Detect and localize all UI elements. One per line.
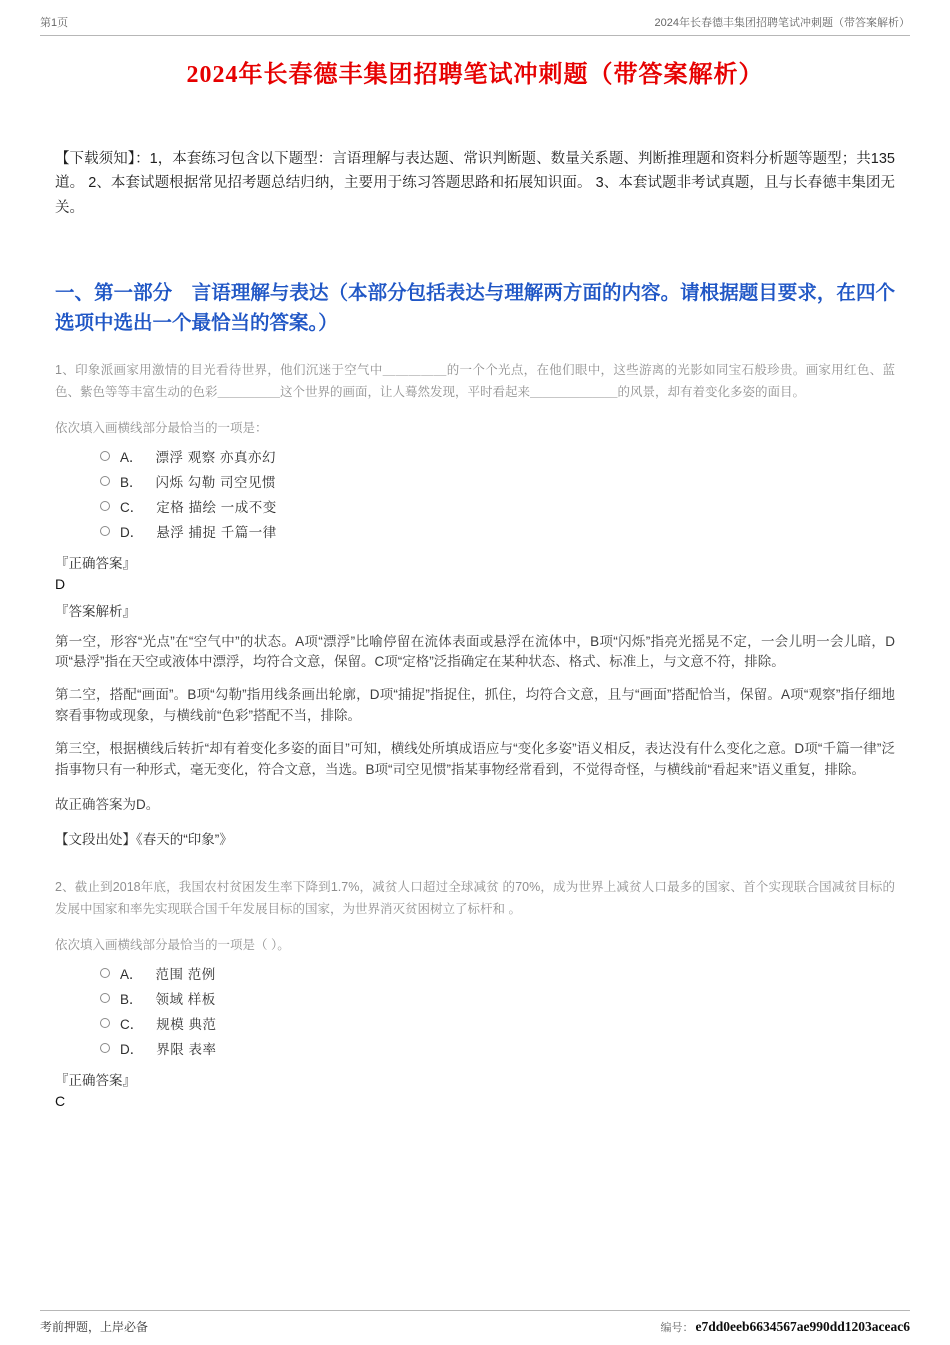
radio-button[interactable]: [100, 451, 110, 461]
question-1-analysis-paragraph-2: 第二空，搭配“画面”。B项“勾勒”指用线条画出轮廓，D项“捕捉”指捉住，抓住，均符合文意，且与“画面”搭配恰当，保留。A项“观察”指仔细地察看事物或现象，与横线前“色彩”搭配不当，排除。: [55, 687, 895, 724]
question-1-option-c[interactable]: [100, 494, 895, 519]
radio-button[interactable]: [100, 968, 110, 978]
question-2-answer-value: C: [55, 1092, 66, 1109]
question-1-prompt: 依次填入画横线部分最恰当的一项是：: [55, 420, 268, 435]
option-label: D．: [120, 525, 144, 541]
question-2-options: [55, 961, 895, 1061]
question-1-option-a[interactable]: [100, 444, 895, 469]
question-1: [55, 359, 895, 848]
question-1-analysis-paragraph-3: 第三空，根据横线后转折“却有着变化多姿的面目”可知，横线处所填成语应与“变化多姿”语义相反，表达没有什么变化之意。D项“千篇一律”泛指事物只有一种形式，毫无变化，符合文意，当选。B项“司空见惯”指某事物经常看到，不觉得奇怪，与横线前“看起来”语义重复，排除。: [55, 741, 895, 778]
question-1-option-d[interactable]: [100, 519, 895, 544]
question-1-stem: 1、印象派画家用激情的目光看待世界，他们沉迷于空气中＿＿＿＿＿的一个个光点，在他们眼中，这些游离的光影如同宝石般珍贵。画家用红色、蓝色、紫色等等丰富生动的色彩＿＿＿＿＿这个世界的画面，让人蓦然发现，平时看起来＿＿＿＿＿＿＿的风景，却有着变化多姿的面目。: [55, 362, 895, 400]
question-2-option-c[interactable]: [100, 1011, 895, 1036]
option-label: B．: [120, 475, 143, 491]
option-label: B．: [120, 992, 143, 1008]
question-2-prompt: 依次填入画横线部分最恰当的一项是（ ）。: [55, 937, 290, 952]
page-header: [40, 0, 910, 36]
question-2-option-d[interactable]: [100, 1036, 895, 1061]
question-2: [55, 876, 895, 1109]
option-text: 范围 范例: [155, 967, 216, 983]
option-label: C．: [120, 500, 144, 516]
option-text: 闪烁 勾勒 司空见惯: [155, 475, 277, 491]
footer-slogan: 考前押题，上岸必备: [40, 1320, 149, 1334]
header-page-number: 第1页: [40, 17, 69, 29]
question-1-conclusion: 故正确答案为D。: [55, 797, 160, 813]
question-2-option-b[interactable]: [100, 986, 895, 1011]
footer-document-code: [661, 1319, 910, 1335]
radio-button[interactable]: [100, 526, 110, 536]
page-footer: [40, 1310, 910, 1335]
radio-button[interactable]: [100, 1018, 110, 1028]
option-text: 悬浮 捕捉 千篇一律: [156, 525, 277, 541]
download-notice: 【下载须知】：1，本套练习包含以下题型：言语理解与表达题、常识判断题、数量关系题、判断推理题和资料分析题等题型；共135道。 2、本套试题根据常见招考题总结归纳，主要用于练习答题思路和拓展知识面。 3、本套试题非考试真题，且与长春德丰集团无关。: [55, 151, 895, 216]
question-1-answer-label: 『正确答案』: [55, 555, 136, 571]
radio-button[interactable]: [100, 993, 110, 1003]
question-1-option-b[interactable]: [100, 469, 895, 494]
radio-button[interactable]: [100, 1043, 110, 1053]
question-1-options: [55, 444, 895, 544]
option-text: 领域 样板: [155, 992, 216, 1008]
option-text: 界限 表率: [156, 1042, 217, 1058]
option-label: C．: [120, 1017, 144, 1033]
section-heading: 一、第一部分 言语理解与表达（本部分包括表达与理解两方面的内容。请根据题目要求，在四个选项中选出一个最恰当的答案。）: [55, 282, 895, 335]
option-text: 定格 描绘 一成不变: [156, 500, 277, 516]
header-doc-title: 2024年长春德丰集团招聘笔试冲刺题（带答案解析）: [654, 17, 910, 29]
footer-code-value: e7dd0eeb6634567ae990dd1203aceac6: [695, 1318, 910, 1334]
question-2-answer-label: 『正确答案』: [55, 1072, 136, 1088]
document-body: [40, 147, 910, 1109]
radio-button[interactable]: [100, 501, 110, 511]
option-text: 漂浮 观察 亦真亦幻: [155, 450, 277, 466]
question-1-analysis-paragraph-1: 第一空，形容“光点”在“空气中”的状态。A项“漂浮”比喻停留在流体表面或悬浮在流体中，B项“闪烁”指亮光摇晃不定，一会儿明一会儿暗，D项“悬浮”指在天空或液体中漂浮，均符合文意，保留。C项“定格”泛指确定在某种状态、格式、标准上，与文意不符，排除。: [55, 633, 895, 670]
question-1-answer-value: D: [55, 575, 66, 592]
footer-code-label: 编号：: [660, 1321, 694, 1334]
option-label: A．: [120, 967, 143, 983]
option-label: A．: [120, 450, 143, 466]
document-title: 2024年长春德丰集团招聘笔试冲刺题（带答案解析）: [186, 62, 764, 88]
radio-button[interactable]: [100, 476, 110, 486]
question-1-analysis-label: 『答案解析』: [55, 603, 136, 619]
question-2-option-a[interactable]: [100, 961, 895, 986]
option-label: D．: [120, 1042, 144, 1058]
option-text: 规模 典范: [156, 1017, 217, 1033]
question-1-source: 【文段出处】《春天的“印象”》: [55, 831, 233, 847]
question-2-stem: 2、截止到2018年底，我国农村贫困发生率下降到1.7%，减贫人口超过全球减贫 的70%，成为世界上减贫人口最多的国家、首个实现联合国减贫目标的发展中国家和率先实现联合国千年发展目标的国家，为世界消灭贫困树立了标杆和 。: [55, 879, 895, 917]
